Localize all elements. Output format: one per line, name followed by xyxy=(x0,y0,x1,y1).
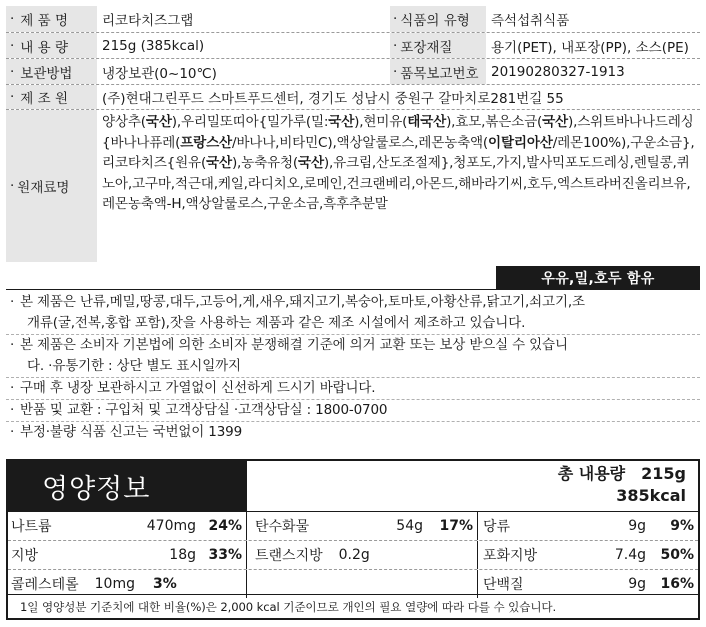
ingredient-text: ),현미유( xyxy=(354,114,408,130)
ingredient-origin: 국산 xyxy=(298,155,324,171)
nutrient-trans-fat: 트랜스지방 0.2g xyxy=(247,541,478,569)
nutrition-row xyxy=(8,512,698,541)
ingredient-text: ),스위트바나나드레싱{바나나퓨레( xyxy=(102,114,694,151)
nutrient-sodium: 나트륨 470mg 24% xyxy=(8,512,247,540)
info-row-content-packaging xyxy=(6,33,700,59)
ingredient-text: /레몬100%),구운소금},리코타치즈{원유( xyxy=(102,134,695,171)
product-name: 리코타치즈그랩 xyxy=(102,13,194,29)
info-row-manufacturer xyxy=(6,85,700,110)
ingredient-text: ),효모,볶은소금( xyxy=(446,114,543,130)
bullet: · xyxy=(10,11,15,27)
ingredient-origin: 국산 xyxy=(206,155,232,171)
notice-report: · 부정·불량 식품 신고는 국번없이 1399 xyxy=(10,424,243,440)
total-kcal: 385kcal xyxy=(616,486,686,505)
report-number: 20190280327-1913 xyxy=(491,63,625,80)
ingredient-origin: 프랑스산 xyxy=(180,134,232,151)
product-info-table xyxy=(6,6,700,262)
nutrient-cholesterol: 콜레스테롤 10mg 3% xyxy=(8,570,247,598)
label-report-no: · 품목보고번호 xyxy=(390,59,486,84)
label-storage: · 보관방법 xyxy=(6,59,97,84)
notices xyxy=(6,292,700,443)
ingredients-list xyxy=(97,110,700,262)
content-amount: 215g (385kcal) xyxy=(102,37,205,54)
ingredient-text: ),농축유청( xyxy=(231,155,299,171)
nutrition-row xyxy=(8,541,698,570)
ingredient-origin: 국산 xyxy=(328,114,355,130)
label-product-name: · 제 품 명 xyxy=(6,6,97,32)
ingredient-text: ),우리밀또띠아{밀가루(밀: xyxy=(171,114,329,130)
storage-method: 냉장보관(0~10℃) xyxy=(102,65,217,82)
notice-allergy-facility: · 본 제품은 난류,메밀,땅콩,대두,고등어,게,새우,돼지고기,복숭아,토마토,아황산류,닭고기,쇠고기,조 개류(굴,전복,홍합 포함),잣을 사용하는 제품과 같은 제조 시설에서 제조하고 있습니다. xyxy=(6,292,700,335)
nutrient-carbohydrate: 탄수화물 54g 17% xyxy=(247,512,478,540)
total-weight: 215g xyxy=(641,464,686,483)
food-type: 즉석섭취식품 xyxy=(491,13,570,29)
label-packaging: · 포장재질 xyxy=(390,33,486,58)
nutrient-saturated-fat: 포화지방 7.4g 50% xyxy=(483,547,694,564)
ingredient-origin: 국산 xyxy=(542,114,568,130)
notice-return: · 반품 및 교환 : 구입처 및 고객상담실 ·고객상담실 : 1800-0700 xyxy=(6,400,700,422)
manufacturer: (주)현대그린푸드 스마트푸드센터, 경기도 성남시 중원구 갈마치로281번길 55 xyxy=(102,91,564,107)
nutrition-footnote: 1일 영양성분 기준치에 대한 비율(%)은 2,000 kcal 기준이므로 개인의 필요 열량에 따라 다를 수 있습니다. xyxy=(8,594,698,618)
bullet: · xyxy=(10,294,15,310)
label-food-type: · 식품의 유형 xyxy=(390,6,486,32)
nutrition-total xyxy=(558,463,686,507)
ingredient-origin: 태국산 xyxy=(407,114,447,130)
info-row-name-type xyxy=(6,6,700,33)
ingredient-text: /바나나,비타민C),액상알룰로스,레몬농축액( xyxy=(231,134,489,151)
notice-storage: · 구매 후 냉장 보관하시고 가열없이 신선하게 드시기 바랍니다. xyxy=(6,378,700,400)
packaging-material: 용기(PET), 내포장(PP), 소스(PE) xyxy=(491,39,689,56)
nutrition-header xyxy=(8,461,698,512)
allergen-bar xyxy=(6,266,700,290)
label-ingredients: · 원재료명 xyxy=(6,110,97,262)
ingredient-origin: 국산 xyxy=(145,114,172,130)
notice-consumer-law: · 본 제품은 소비자 기본법에 의한 소비자 분쟁해결 기준에 의거 교환 또는 보상 받으실 수 있습니 다. ·유통기한 : 상단 별도 표시일까지 xyxy=(6,335,700,378)
nutrition-grid xyxy=(8,512,698,598)
ingredient-origin: 이탈리아산 xyxy=(488,134,553,151)
ingredient-text: ),유크림,산도조절제},청포도,가지,발사믹포도드레싱,렌틸콩,퀴노아,고구마,적근대,케일,라디치오,로메인,건크랜베리,아몬드,해바라기씨,호두,엑스트라버진올리브유,레몬농축액-H,액상알룰로스,구운소금,흑후추분말 xyxy=(102,155,691,212)
nutrition-title: 영양정보 xyxy=(8,461,247,512)
total-label: 총 내용량 xyxy=(557,464,626,483)
nutrition-facts xyxy=(6,459,700,620)
allergen-badge: 우유,밀,호두 함유 xyxy=(496,266,700,290)
nutrient-protein: 단백질 9g 16% xyxy=(483,576,694,593)
info-row-storage-report xyxy=(6,59,700,85)
info-row-ingredients xyxy=(6,110,700,262)
ingredient-text: 양상추( xyxy=(102,114,146,130)
nutrient-sugars: 당류 9g 9% xyxy=(483,518,694,535)
label-manufacturer: · 제 조 원 xyxy=(6,85,97,109)
nutrient-fat: 지방 18g 33% xyxy=(8,541,247,569)
label-content: · 내 용 량 xyxy=(6,33,97,58)
